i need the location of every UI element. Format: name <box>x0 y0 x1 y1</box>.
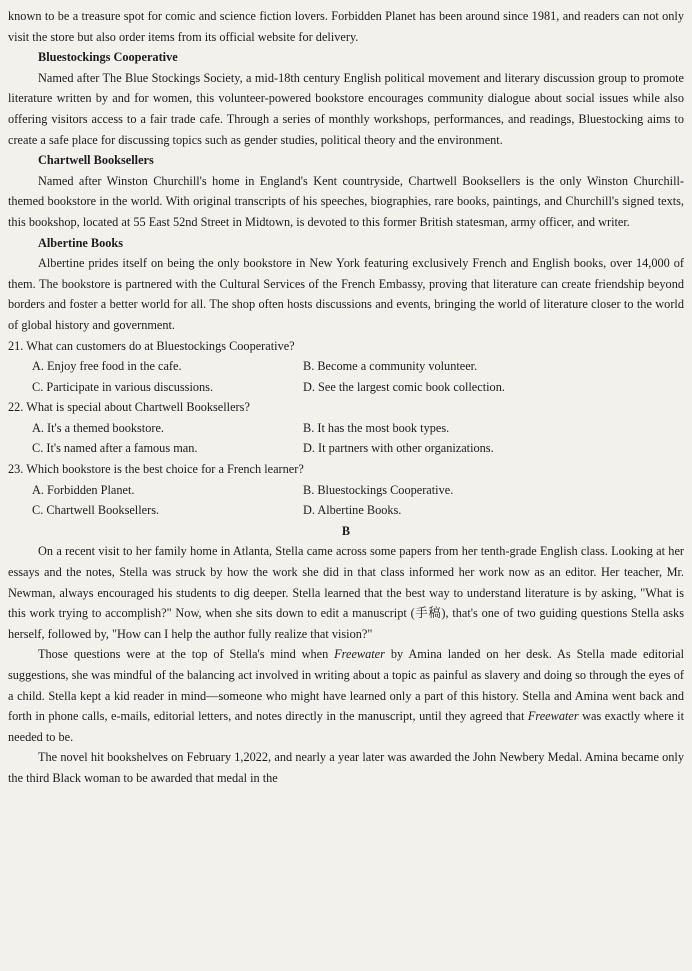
question-23-stem: 23. Which bookstore is the best choice for a French learner? <box>8 462 304 477</box>
paragraph-2-middle: by Amina landed on her desk. As Stella made editorial suggestions, she was mindful of the balancing act involved in writing about a topic as painful as slavery and doing so through the eyes of a child. Stella kept a kid reader in mind—someone who might have learned only a part of this history. Stella and Amina went back and forth in phone calls, e-mails, editorial letters, and notes directly in the manuscript, until they agreed that <box>8 647 684 724</box>
store-heading-albertine: Albertine Books <box>38 235 124 250</box>
question-21-options-row-2 <box>8 377 684 398</box>
question-21-options-row-1 <box>8 356 684 377</box>
store-description-bluestockings: Named after The Blue Stockings Society, a mid-18th century English political movement and literary discussion group to promote literature written by and for women, this volunteer-powered bookstore encourages community dialogue about social issues while also offering visitors access to a fair trade cafe. Through a series of monthly workshops, performances, and readings, Bluestocking aims to create a safe place for discussing topics such as gender studies, political theory and the environment. <box>8 70 684 147</box>
question-22-stem: 22. What is special about Chartwell Booksellers? <box>8 400 250 415</box>
question-22-option-d: D. It partners with other organizations. <box>303 441 494 456</box>
question-23-option-d: D. Albertine Books. <box>303 503 402 518</box>
question-21-option-a: A. Enjoy free food in the cafe. <box>32 359 182 374</box>
question-22-option-c: C. It's named after a famous man. <box>32 441 198 456</box>
store-heading-chartwell: Chartwell Booksellers <box>38 153 154 168</box>
question-21-stem: 21. What can customers do at Bluestockings Cooperative? <box>8 338 295 353</box>
question-23-option-c: C. Chartwell Booksellers. <box>32 503 160 518</box>
store-description-albertine: Albertine prides itself on being the only bookstore in New York featuring exclusively French and English books, over 14,000 of them. The bookstore is partnered with the Cultural Services of the French Embassy, proving that literature can create friendship beyond borders and foster a better world for all. The shop often hosts discussions and events, bringing the world of literature closer to the world of global history and government. <box>8 256 684 332</box>
paragraph-2-after: was exactly where it needed to be. <box>8 709 684 744</box>
question-22-option-b: B. It has the most book types. <box>303 420 450 435</box>
section-b-paragraph-3: The novel hit bookshelves on February 1,2022, and nearly a year later was awarded the John Newbery Medal. Amina became only the third Black woman to be awarded that medal in the <box>8 750 684 785</box>
question-21-option-b: B. Become a community volunteer. <box>303 359 478 374</box>
store-description-chartwell: Named after Winston Churchill's home in England's Kent countryside, Chartwell Booksellers is the only Winston Churchill-themed bookstore in the world. With original transcripts of his speeches, biographies, rare books, paintings, and Churchill's signed texts, this bookshop, located at 55 East 52nd Street in Midtown, is devoted to this former British statesman, army officer, and writer. <box>8 173 684 229</box>
book-title-freewater-2: Freewater <box>527 709 579 724</box>
paragraph-2-before: Those questions were at the top of Stella's mind when <box>38 647 335 662</box>
intro-tail-paragraph: known to be a treasure spot for comic and science fiction lovers. Forbidden Planet has been around since 1981, and readers can not only visit the store but also order items from its official website for delivery. <box>8 9 684 44</box>
question-22-options-row-2 <box>8 438 684 459</box>
store-heading-bluestockings: Bluestockings Cooperative <box>38 50 178 65</box>
question-23-options-row-2 <box>8 500 684 521</box>
question-23-options-row-1 <box>8 480 684 501</box>
section-b-label: B <box>341 523 351 538</box>
section-b-paragraph-2 <box>8 644 684 747</box>
question-21-option-d: D. See the largest comic book collection. <box>303 379 505 394</box>
question-23-option-b: B. Bluestockings Cooperative. <box>303 482 454 497</box>
question-22-option-a: A. It's a themed bookstore. <box>32 420 164 435</box>
question-22-options-row-1 <box>8 418 684 439</box>
question-21-option-c: C. Participate in various discussions. <box>32 379 214 394</box>
question-23-option-a: A. Forbidden Planet. <box>32 482 135 497</box>
book-title-freewater: Freewater <box>334 647 385 662</box>
section-b-paragraph-1: On a recent visit to her family home in Atlanta, Stella came across some papers from her tenth-grade English class. Looking at her essays and the notes, Stella was struck by how the work she did in that class informed her work now as an editor. Her teacher, Mr. Newman, always encouraged his students to dig deeper. Stella learned that the best way to understand literature is by asking, "What is this work trying to accomplish?" Now, when she sits down to edit a manuscript (手稿), that's one of two guiding questions Stella asks herself, followed by, "How can I help the author fully realize that vision?" <box>8 544 684 641</box>
